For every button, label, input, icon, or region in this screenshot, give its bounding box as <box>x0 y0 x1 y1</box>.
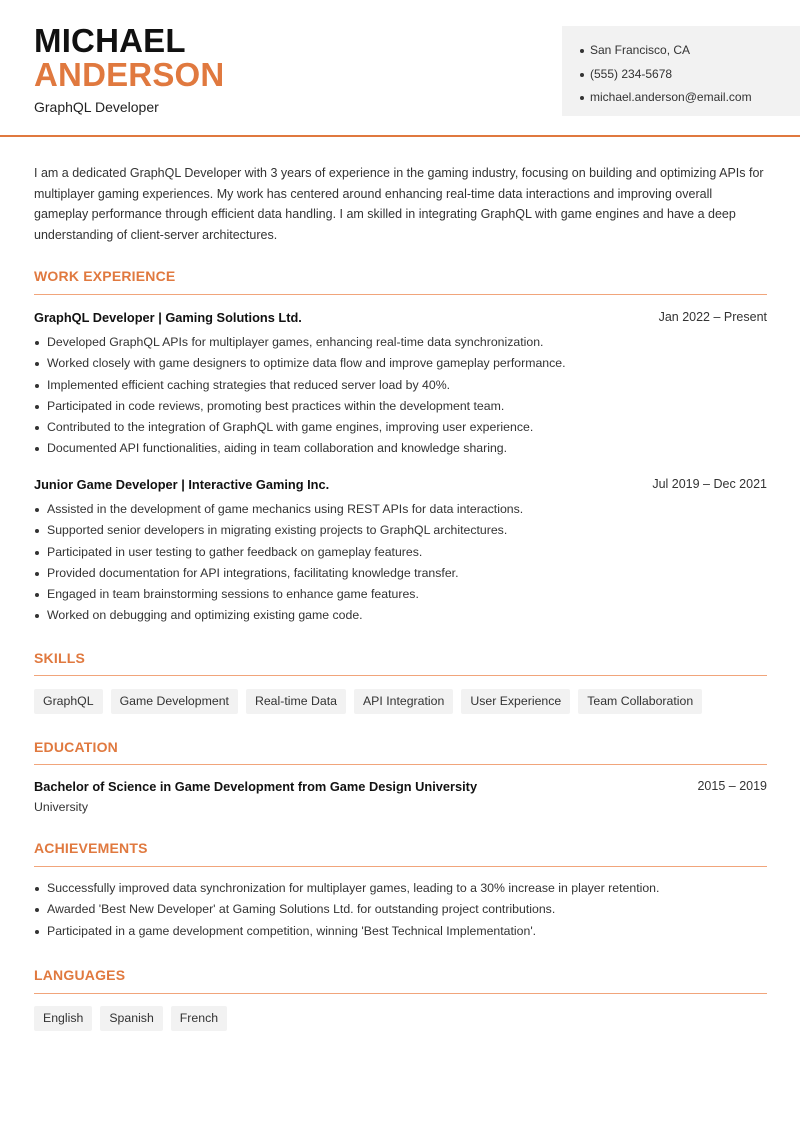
list-item: Successfully improved data synchronization for multiplayer games, leading to a 30% increase in player retention. <box>34 878 659 899</box>
section-divider <box>34 764 767 765</box>
education-school: University <box>34 800 88 814</box>
language-tag: English <box>34 1006 92 1031</box>
job-role: Junior Game Developer | Interactive Gaming Inc. <box>34 477 330 492</box>
contact-box <box>562 26 800 116</box>
section-divider <box>34 993 767 994</box>
list-item: Participated in a game development competition, winning 'Best Technical Implementation'. <box>34 921 659 942</box>
job-dates: Jul 2019 – Dec 2021 <box>652 477 767 491</box>
job-role: GraphQL Developer | Gaming Solutions Ltd. <box>34 310 302 325</box>
languages-list <box>34 1006 227 1031</box>
contact-email[interactable]: michael.anderson@email.com <box>580 86 800 110</box>
education-dates: 2015 – 2019 <box>697 779 767 793</box>
contact-phone: (555) 234-5678 <box>580 63 800 87</box>
list-item: Provided documentation for API integrations, facilitating knowledge transfer. <box>34 563 523 584</box>
list-item: Participated in user testing to gather feedback on gameplay features. <box>34 542 523 563</box>
list-item: Worked on debugging and optimizing existing game code. <box>34 605 523 626</box>
skill-tag: Game Development <box>111 689 238 714</box>
list-item: Participated in code reviews, promoting best practices within the development team. <box>34 396 566 417</box>
section-title-languages: LANGUAGES <box>34 967 126 983</box>
language-tag: French <box>171 1006 227 1031</box>
section-divider <box>34 866 767 867</box>
list-item: Developed GraphQL APIs for multiplayer games, enhancing real-time data synchronization. <box>34 332 566 353</box>
job-bullets <box>34 499 523 627</box>
last-name: ANDERSON <box>34 56 225 93</box>
achievements-list <box>34 878 659 942</box>
contact-location: San Francisco, CA <box>580 39 800 63</box>
skill-tag: Team Collaboration <box>578 689 702 714</box>
summary: I am a dedicated GraphQL Developer with 3 years of experience in the gaming industry, focusing on building and optimizing APIs for multiplayer gaming experiences. My work has centered around enhancing real-time data interactions and improving overall gameplay performance through efficient data handling. I am skilled in integrating GraphQL with game engines and have a deep understanding of client-server architectures. <box>34 166 764 243</box>
list-item: Assisted in the development of game mechanics using REST APIs for data interactions. <box>34 499 523 520</box>
skill-tag: API Integration <box>354 689 453 714</box>
section-divider <box>34 675 767 676</box>
skill-tag: Real-time Data <box>246 689 346 714</box>
skills-list <box>34 689 702 714</box>
list-item: Supported senior developers in migrating existing projects to GraphQL architectures. <box>34 520 523 541</box>
job-title: GraphQL Developer <box>34 99 159 115</box>
list-item: Contributed to the integration of GraphQL with game engines, improving user experience. <box>34 417 566 438</box>
section-title-work: WORK EXPERIENCE <box>34 268 176 284</box>
job-header <box>34 477 767 492</box>
list-item: Documented API functionalities, aiding in team collaboration and knowledge sharing. <box>34 438 566 459</box>
job-header <box>34 310 767 325</box>
list-item: Worked closely with game designers to optimize data flow and improve gameplay performance. <box>34 353 566 374</box>
list-item: Engaged in team brainstorming sessions to enhance game features. <box>34 584 523 605</box>
section-divider <box>34 294 767 295</box>
section-title-education: EDUCATION <box>34 739 118 755</box>
job-dates: Jan 2022 – Present <box>658 310 767 324</box>
education-degree: Bachelor of Science in Game Development from Game Design University <box>34 779 478 794</box>
language-tag: Spanish <box>100 1006 162 1031</box>
skill-tag: GraphQL <box>34 689 103 714</box>
skill-tag: User Experience <box>461 689 570 714</box>
list-item: Awarded 'Best New Developer' at Gaming Solutions Ltd. for outstanding project contributions. <box>34 899 659 920</box>
job-bullets <box>34 332 566 460</box>
section-title-skills: SKILLS <box>34 650 85 666</box>
list-item: Implemented efficient caching strategies that reduced server load by 40%. <box>34 375 566 396</box>
first-name: MICHAEL <box>34 22 186 59</box>
resume-header <box>0 0 800 137</box>
section-title-achievements: ACHIEVEMENTS <box>34 840 148 856</box>
